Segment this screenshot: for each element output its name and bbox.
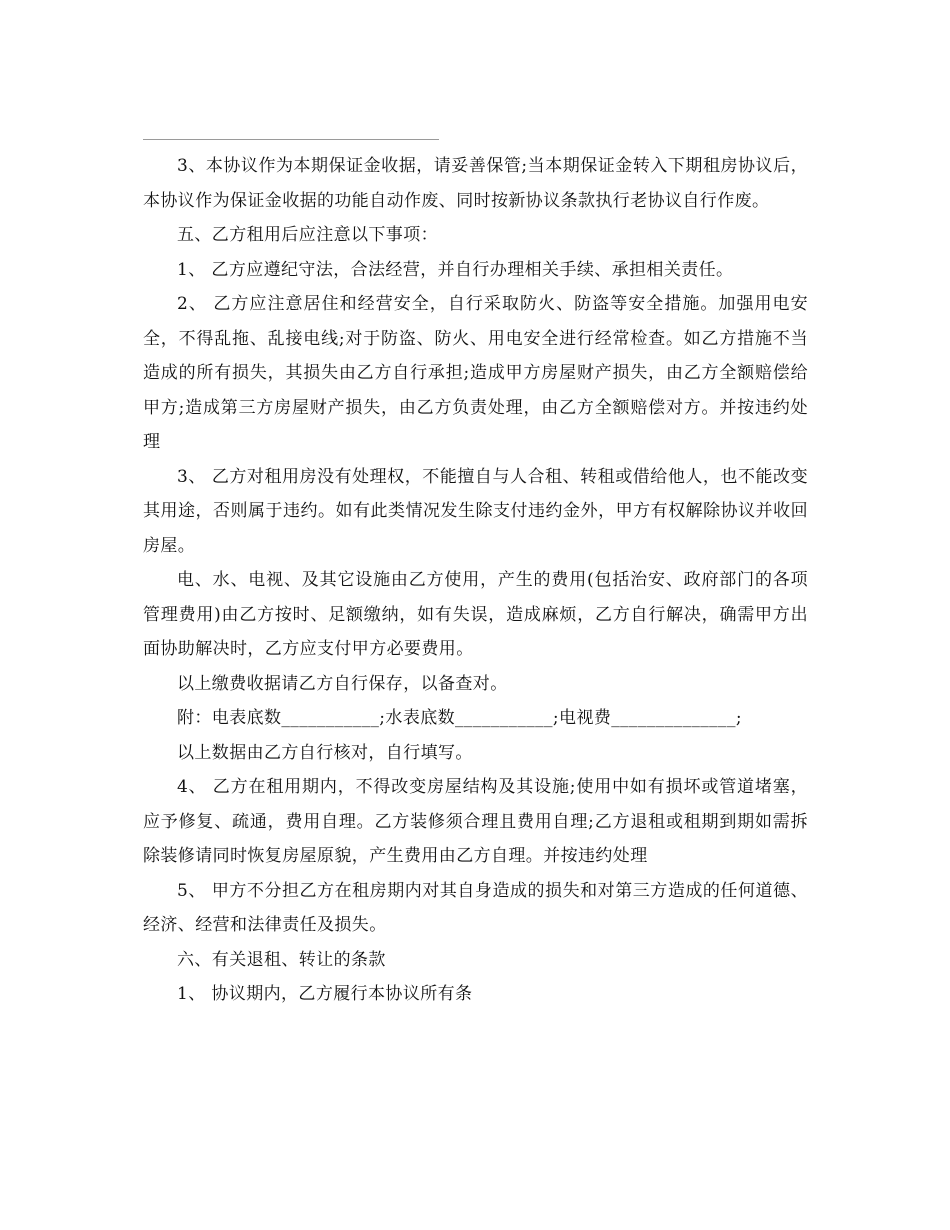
header-divider — [143, 139, 439, 140]
paragraph-item-5-liability: 5、 甲方不分担乙方在租房期内对其自身造成的损失和对第三方造成的任何道德、经济、经营和法律责任及损失。 — [143, 880, 808, 935]
paragraph-item-2-safety: 2、 乙方应注意居住和经营安全，自行采取防火、防盗等安全措施。加强用电安全，不得乱拖、乱接电线;对于防盗、防火、用电安全进行经常检查。如乙方措施不当造成的所有损失，其损失由乙方自行承担;造成甲方房屋财产损失，由乙方全额赔偿给甲方;造成第三方房屋财产损失，由乙方负责处理，由乙方全额赔偿对方。并按违约处理 — [143, 294, 808, 452]
paragraph-item-4-structure: 4、 乙方在租用期内，不得改变房屋结构及其设施;使用中如有损坏或管道堵塞，应予修复、疏通，费用自理。乙方装修须合理且费用自理;乙方退租或租期到期如需拆除装修请同时恢复房屋原貌，产生费用由乙方自理。并按违约处理 — [143, 777, 808, 866]
section-heading-termination: 六、有关退租、转让的条款 — [177, 949, 386, 970]
document-body — [143, 149, 808, 1012]
paragraph-item-3-sublet: 3、 乙方对租用房没有处理权，不能擅自与人合租、转租或借给他人，也不能改变其用途，否则属于违约。如有此类情况发生除支付违约金外，甲方有权解除协议并收回房屋。 — [143, 466, 808, 556]
paragraph-item-1-law: 1、 乙方应遵纪守法，合法经营，并自行办理相关手续、承担相关责任。 — [177, 259, 734, 280]
paragraph-data-verify: 以上数据由乙方自行核对，自行填写。 — [177, 742, 473, 763]
paragraph-termination-item-1: 1、 协议期内，乙方履行本协议所有条 — [177, 984, 473, 1004]
paragraph-meter-readings: 附：电表底数___________;水表底数___________;电视费______________; — [177, 708, 742, 728]
section-heading-tenant-notes: 五、乙方租用后应注意以下事项： — [177, 225, 438, 245]
paragraph-utilities: 电、水、电视、及其它设施由乙方使用，产生的费用(包括治安、政府部门的各项管理费用)由乙方按时、足额缴纳，如有失误，造成麻烦，乙方自行解决，确需甲方出面协助解决时，乙方应支付甲方必要费用。 — [143, 570, 808, 659]
paragraph-deposit-receipt: 3、本协议作为本期保证金收据，请妥善保管;当本期保证金转入下期租房协议后，本协议作为保证金收据的功能自动作废、同时按新协议条款执行老协议自行作废。 — [143, 156, 808, 211]
paragraph-receipts: 以上缴费收据请乙方自行保存，以备查对。 — [177, 673, 508, 694]
